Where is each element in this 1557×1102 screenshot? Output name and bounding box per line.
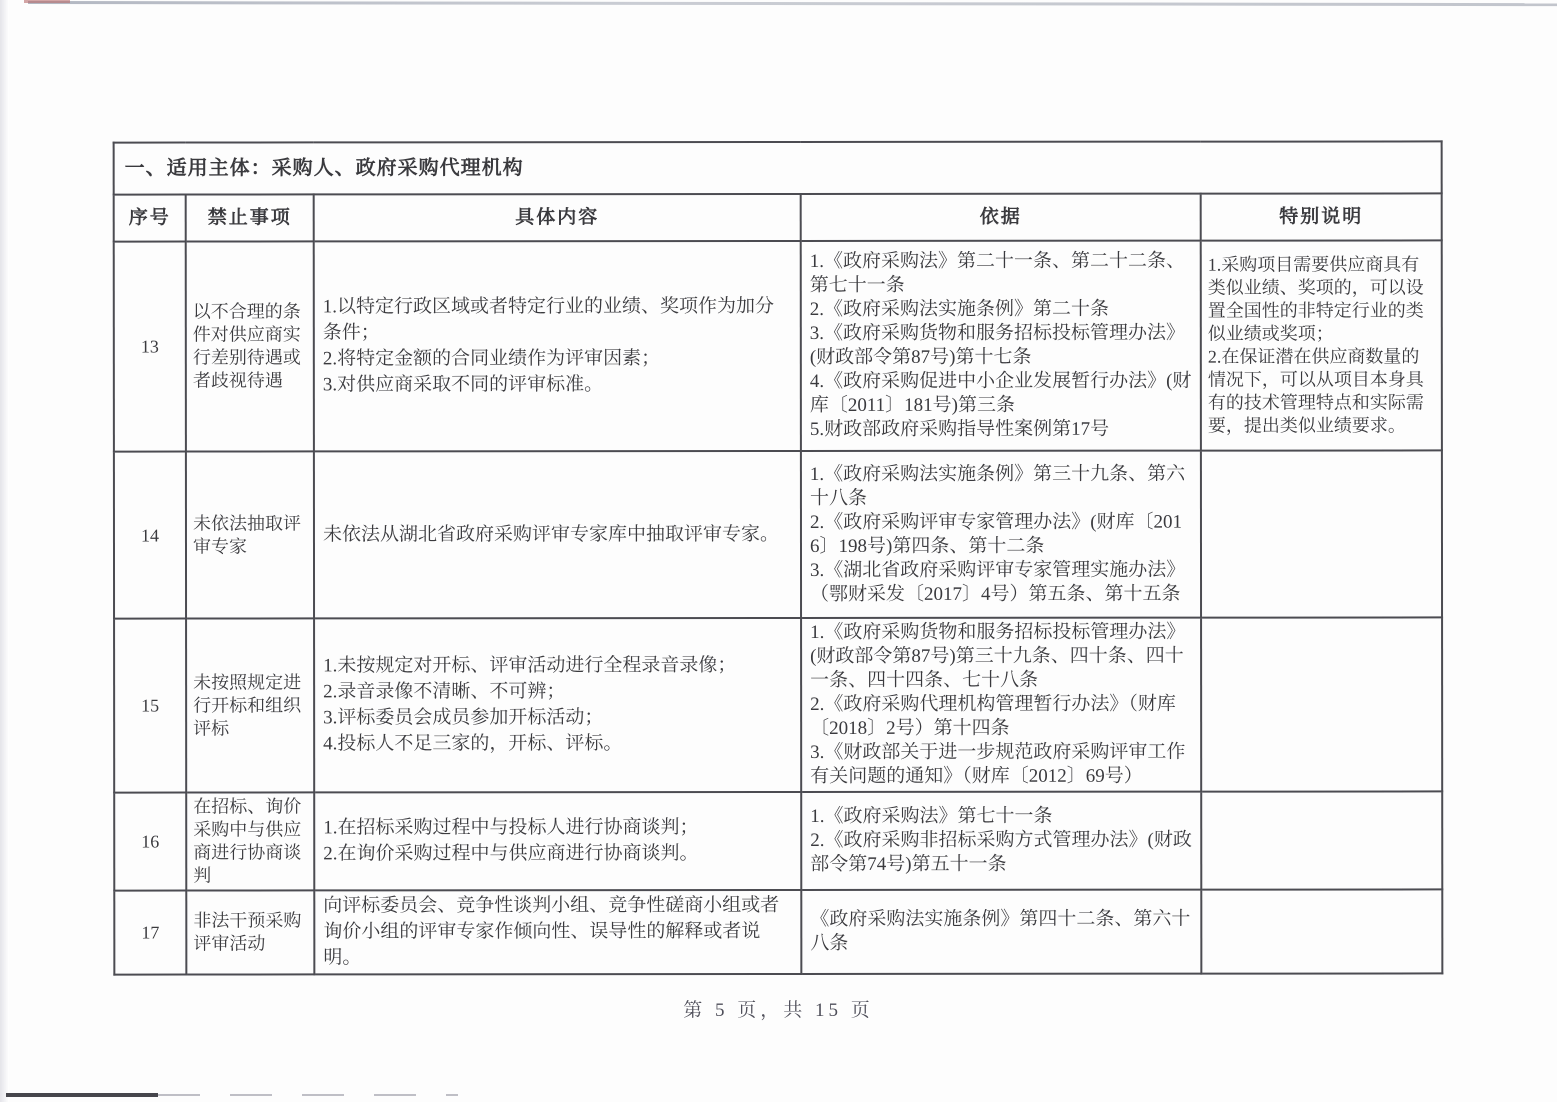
header-prohibited-item: 禁止事项 xyxy=(186,194,314,241)
note-cell xyxy=(1201,791,1442,889)
note-cell xyxy=(1201,450,1442,617)
page-number: 第 5 页，共 15 页 xyxy=(683,1000,874,1021)
content-cell: 1.以特定行政区域或者特定行业的业绩、奖项作为加分条件； 2.将特定金额的合同业绩作为评审因素； 3.对供应商采取不同的评审标准。 xyxy=(314,241,801,451)
section-title: 一、适用主体：采购人、政府采购代理机构 xyxy=(114,141,1442,194)
item-cell: 未依法抽取评审专家 xyxy=(186,451,314,618)
scan-artifact-left-edge xyxy=(0,0,9,1102)
content-cell: 向评标委员会、竞争性谈判小组、竞争性磋商小组或者询价小组的评审专家作倾向性、误导性的解释或者说明。 xyxy=(314,890,801,974)
header-special-note: 特别说明 xyxy=(1201,193,1442,240)
basis-cell: 1.《政府采购法实施条例》第三十九条、第六十八条 2.《政府采购评审专家管理办法》(财库〔2016〕198号)第四条、第十二条 3.《湖北省政府采购评审专家管理实施办法》（鄂财采发〔2017〕4号）第五条、第十五条 xyxy=(801,451,1201,618)
note-cell: 1.采购项目需要供应商具有类似业绩、奖项的，可以设置全国性的非特定行业的类似业绩或奖项； 2.在保证潜在供应商数量的情况下，可以从项目本身具有的技术管理特点和实际需要，提出类似业绩要求。 xyxy=(1201,240,1442,450)
scan-artifact-bottom-line xyxy=(6,1093,158,1097)
item-cell: 以不合理的条件对供应商实行差别待遇或者歧视待遇 xyxy=(186,241,314,451)
seq-cell: 14 xyxy=(114,452,186,619)
scan-artifact-top-line xyxy=(28,1,1557,6)
content-cell: 1.未按规定对开标、评审活动进行全程录音录像； 2.录音录像不清晰、不可辨； 3.评标委员会成员参加开标活动； 4.投标人不足三家的，开标、评标。 xyxy=(314,618,801,792)
seq-cell: 17 xyxy=(114,891,186,975)
header-specific-content: 具体内容 xyxy=(314,194,801,241)
section-title-row xyxy=(114,141,1442,194)
table-header-row xyxy=(114,193,1442,241)
note-cell xyxy=(1201,889,1442,973)
basis-cell: 《政府采购法实施条例》第四十二条、第六十八条 xyxy=(801,890,1201,974)
basis-cell: 1.《政府采购货物和服务招标投标管理办法》(财政部令第87号)第三十九条、四十条、四十一条、四十四条、七十八条 2.《政府采购代理机构管理暂行办法》（财库〔2018〕2号）第十四条 3.《财政部关于进一步规范政府采购评审工作有关问题的通知》（财库〔2012〕69号） xyxy=(801,618,1201,792)
basis-cell: 1.《政府采购法》第七十一条 2.《政府采购非招标采购方式管理办法》(财政部令第74号)第五十一条 xyxy=(801,792,1201,890)
header-seq: 序号 xyxy=(114,195,186,242)
table-row xyxy=(114,617,1442,792)
content-cell: 1.在招标采购过程中与投标人进行协商谈判； 2.在询价采购过程中与供应商进行协商谈判。 xyxy=(314,792,801,890)
basis-cell: 1.《政府采购法》第二十一条、第二十二条、第七十一条 2.《政府采购法实施条例》第二十条 3.《政府采购货物和服务招标投标管理办法》(财政部令第87号)第十七条 4.《政府采购促进中小企业发展暂行办法》(财库〔2011〕181号)第三条 5.财政部政府采购指导性案例第17号 xyxy=(801,241,1201,451)
seq-cell: 15 xyxy=(114,619,186,793)
scan-artifact-top-red-mark xyxy=(24,0,70,3)
table-row xyxy=(114,889,1442,974)
seq-cell: 16 xyxy=(114,793,186,891)
content-cell: 未依法从湖北省政府采购评审专家库中抽取评审专家。 xyxy=(314,451,801,618)
scan-artifact-bottom-dashes xyxy=(158,1094,458,1096)
table-row xyxy=(114,450,1442,618)
note-cell xyxy=(1201,617,1442,791)
header-basis: 依据 xyxy=(801,194,1201,241)
item-cell: 未按照规定进行开标和组织评标 xyxy=(186,618,314,792)
item-cell: 非法干预采购评审活动 xyxy=(186,890,314,974)
prohibition-table xyxy=(113,140,1444,975)
table-row xyxy=(114,791,1442,890)
seq-cell: 13 xyxy=(114,242,186,452)
item-cell: 在招标、询价采购中与供应商进行协商谈判 xyxy=(186,792,314,890)
table-row xyxy=(114,240,1442,451)
